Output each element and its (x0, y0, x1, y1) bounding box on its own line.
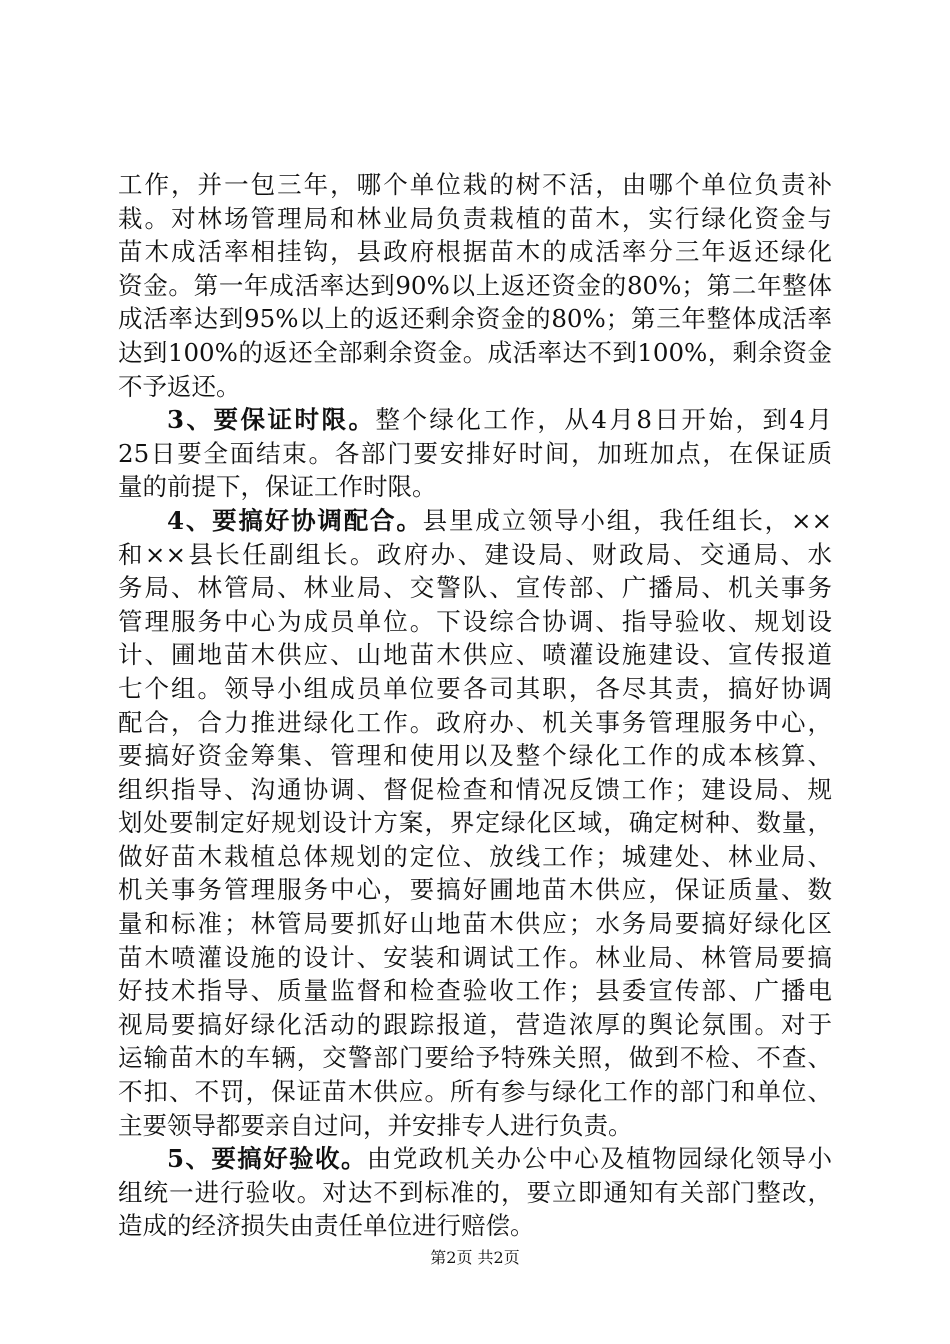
text-line: 要搞好资金筹集、管理和使用以及整个绿化工作的成本核算、 (118, 741, 832, 771)
text-line: 不予返还。 (118, 371, 241, 401)
text-line: 苗木喷灌设施的设计、安装和调试工作。林业局、林管局要搞 (118, 942, 832, 972)
page-number: 第2页 共2页 (430, 1248, 520, 1267)
text-line: 量的前提下，保证工作时限。 (118, 472, 437, 502)
paragraph-time-limit (118, 403, 832, 504)
text-line: 好技术指导、质量监督和检查验收工作；县委宣传部、广播电 (118, 976, 832, 1006)
text-line (118, 1142, 832, 1176)
text-line: 不扣、不罚，保证苗木供应。所有参与绿化工作的部门和单位、 (118, 1077, 832, 1107)
text-span: 县里成立领导小组，我任组长，×× (422, 505, 833, 535)
document-body (118, 168, 832, 1243)
text-line: 资金。第一年成活率达到90%以上返还资金的80%；第二年整体 (118, 270, 832, 300)
paragraph-continuation (118, 168, 832, 403)
text-line: 组织指导、沟通协调、督促检查和情况反馈工作；建设局、规 (118, 774, 832, 804)
text-line: 机关事务管理服务中心，要搞好圃地苗木供应，保证质量、数 (118, 875, 832, 905)
paragraph-heading: 5、要搞好验收。 (167, 1144, 367, 1174)
text-line: 视局要搞好绿化活动的跟踪报道，营造浓厚的舆论氛围。对于 (118, 1009, 832, 1039)
text-line: 配合，合力推进绿化工作。政府办、机关事务管理服务中心， (118, 707, 832, 737)
text-line: 量和标准；林管局要抓好山地苗木供应；水务局要搞好绿化区 (118, 909, 832, 939)
text-line: 计、圃地苗木供应、山地苗木供应、喷灌设施建设、宣传报道 (118, 640, 832, 670)
paragraph-coordination (118, 504, 832, 1142)
text-line: 25日要全面结束。各部门要安排好时间，加班加点，在保证质 (118, 438, 832, 468)
text-line: 主要领导都要亲自过问，并安排专人进行负责。 (118, 1110, 633, 1140)
text-line: 务局、林管局、林业局、交警队、宣传部、广播局、机关事务 (118, 573, 832, 603)
paragraph-heading: 3、要保证时限。 (167, 405, 376, 435)
text-line: 达到100%的返还全部剩余资金。成活率达不到100%，剩余资金 (118, 337, 832, 367)
text-span: 整个绿化工作，从4月8日开始，到4月 (375, 405, 833, 435)
text-line (118, 504, 832, 538)
text-line: 造成的经济损失由责任单位进行赔偿。 (118, 1211, 535, 1241)
text-line: 做好苗木栽植总体规划的定位、放线工作；城建处、林业局、 (118, 841, 832, 871)
text-line: 成活率达到95%以上的返还剩余资金的80%；第三年整体成活率 (118, 304, 832, 334)
text-line: 七个组。领导小组成员单位要各司其职，各尽其责，搞好协调 (118, 673, 832, 703)
paragraph-acceptance (118, 1142, 832, 1243)
text-span: 由党政机关办公中心及植物园绿化领导小 (366, 1144, 833, 1174)
text-line: 划处要制定好规划设计方案，界定绿化区域，确定树种、数量， (118, 808, 832, 838)
text-line (118, 403, 832, 437)
paragraph-heading: 4、要搞好协调配合。 (167, 505, 423, 535)
text-line: 管理服务中心为成员单位。下设综合协调、指导验收、规划设 (118, 606, 832, 636)
text-line: 栽。对林场管理局和林业局负责栽植的苗木，实行绿化资金与 (118, 203, 832, 233)
text-line: 和××县长任副组长。政府办、建设局、财政局、交通局、水 (118, 539, 832, 569)
text-line: 工作，并一包三年，哪个单位栽的树不活，由哪个单位负责补 (118, 170, 832, 199)
text-line: 运输苗木的车辆，交警部门要给予特殊关照，做到不检、不查、 (118, 1043, 832, 1073)
text-line: 苗木成活率相挂钩，县政府根据苗木的成活率分三年返还绿化 (118, 237, 832, 267)
text-line: 组统一进行验收。对达不到标准的，要立即通知有关部门整改， (118, 1177, 832, 1207)
